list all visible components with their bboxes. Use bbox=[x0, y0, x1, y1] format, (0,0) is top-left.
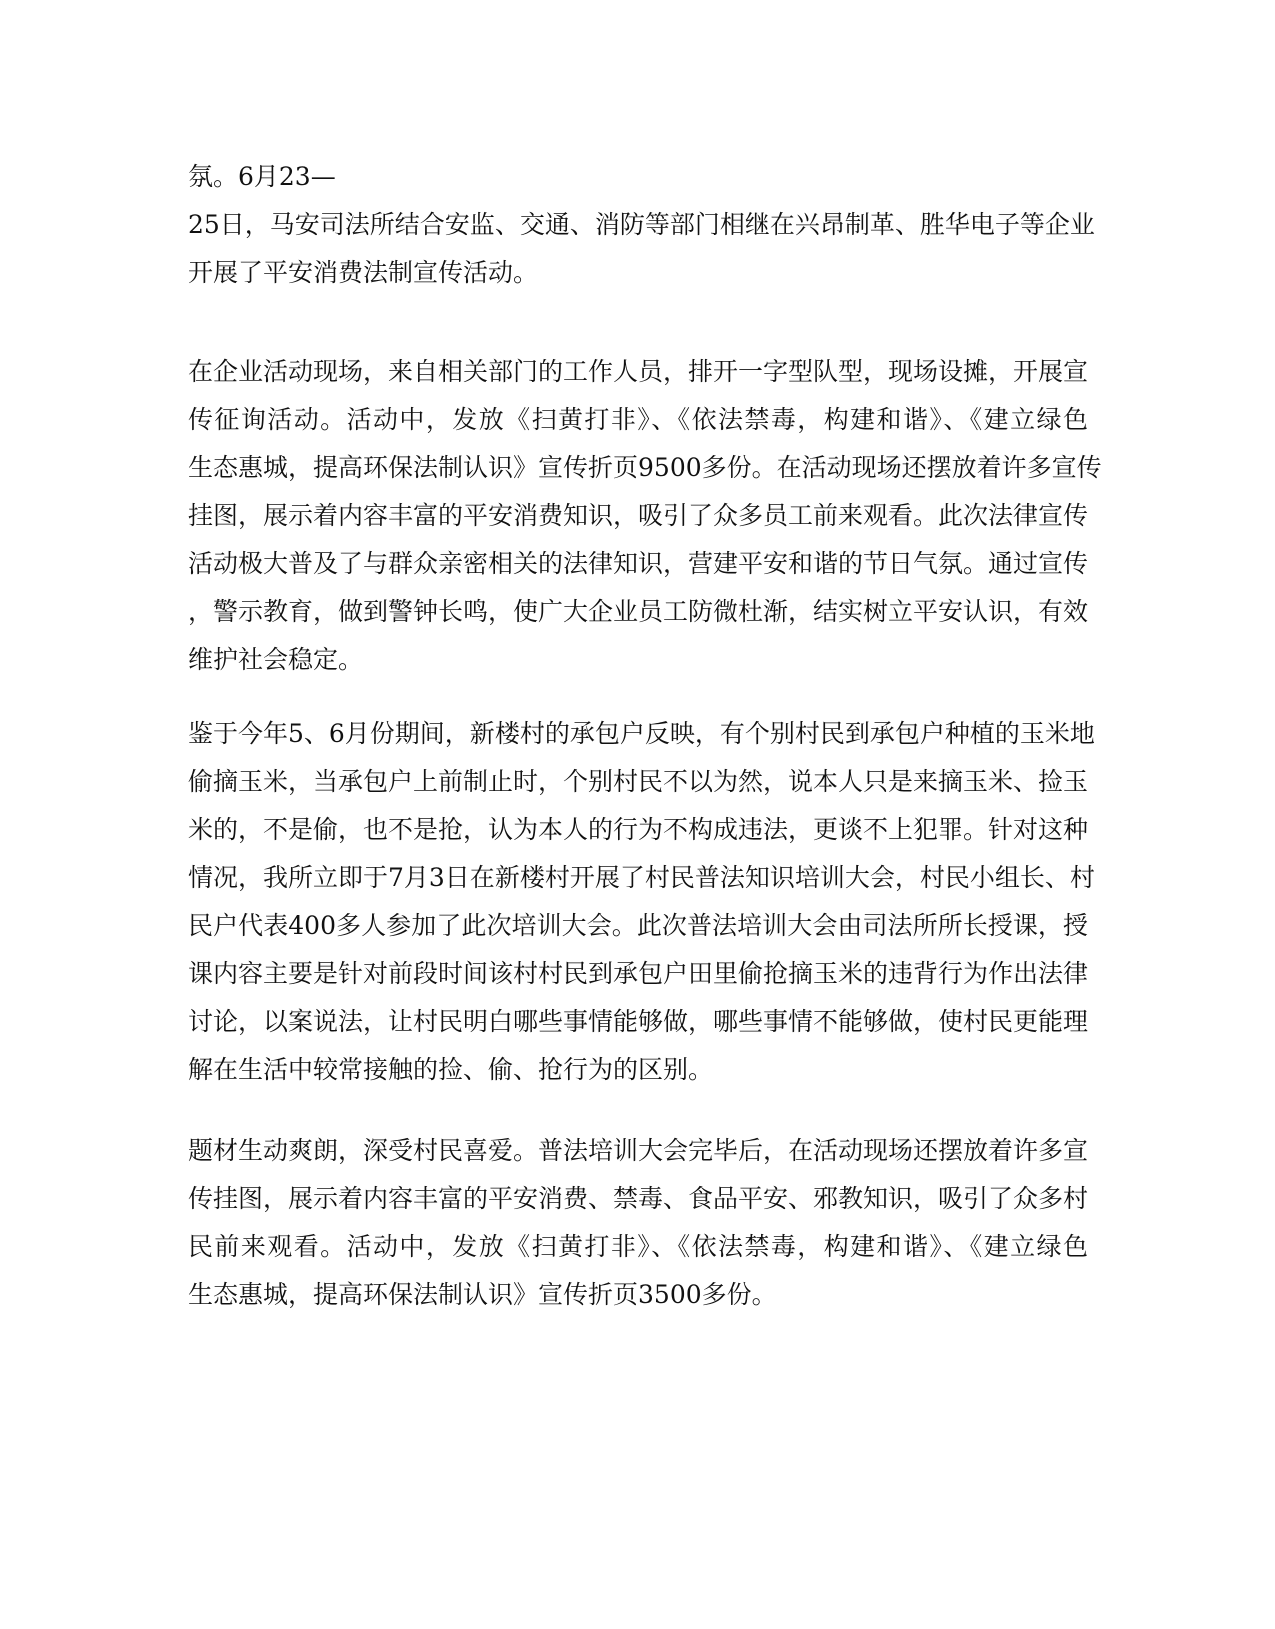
paragraph-line: 情况，我所立即于7月3日在新楼村开展了村民普法知识培训大会，村民小组长、村 bbox=[188, 863, 1095, 892]
paragraph-2 bbox=[188, 348, 1102, 684]
paragraph-line: 鉴于今年5、6月份期间，新楼村的承包户反映，有个别村民到承包户种植的玉米地 bbox=[188, 719, 1095, 748]
paragraph-4 bbox=[188, 1127, 1088, 1319]
paragraph-line: 课内容主要是针对前段时间该村村民到承包户田里偷抢摘玉米的违背行为作出法律 bbox=[188, 959, 1089, 988]
paragraph-line: 解在生活中较常接触的捡、偷、抢行为的区别。 bbox=[188, 1055, 714, 1084]
paragraph-line: 传征询活动。活动中，发放《扫黄打非》、《依法禁毒，构建和谐》、《建立绿色 bbox=[188, 405, 1088, 434]
paragraph-line: 活动极大普及了与群众亲密相关的法律知识，营建平安和谐的节日气氛。通过宣传 bbox=[188, 549, 1089, 578]
paragraph-line: 传挂图，展示着内容丰富的平安消费、禁毒、食品平安、邪教知识，吸引了众多村 bbox=[188, 1184, 1089, 1213]
paragraph-line: 生态惠城，提高环保法制认识》宣传折页9500多份。在活动现场还摆放着许多宣传 bbox=[188, 453, 1102, 482]
paragraph-line: 题材生动爽朗，深受村民喜爱。普法培训大会完毕后，在活动现场还摆放着许多宣 bbox=[188, 1136, 1089, 1165]
paragraph-1 bbox=[188, 153, 1095, 297]
paragraph-line: 氛。6月23— bbox=[188, 162, 336, 191]
paragraph-line: 开展了平安消费法制宣传活动。 bbox=[188, 258, 539, 287]
paragraph-3 bbox=[188, 710, 1095, 1094]
paragraph-line: 偷摘玉米，当承包户上前制止时，个别村民不以为然，说本人只是来摘玉米、捡玉 bbox=[188, 767, 1089, 796]
paragraph-line: ，警示教育，做到警钟长鸣，使广大企业员工防微杜渐，结实树立平安认识，有效 bbox=[188, 597, 1089, 626]
paragraph-line: 在企业活动现场，来自相关部门的工作人员，排开一字型队型，现场设摊，开展宣 bbox=[188, 357, 1089, 386]
paragraph-line: 民前来观看。活动中，发放《扫黄打非》、《依法禁毒，构建和谐》、《建立绿色 bbox=[188, 1232, 1088, 1261]
paragraph-line: 维护社会稳定。 bbox=[188, 645, 364, 674]
paragraph-line: 25日，马安司法所结合安监、交通、消防等部门相继在兴昂制革、胜华电子等企业 bbox=[188, 210, 1095, 239]
paragraph-line: 讨论，以案说法，让村民明白哪些事情能够做，哪些事情不能够做，使村民更能理 bbox=[188, 1007, 1089, 1036]
paragraph-line: 挂图，展示着内容丰富的平安消费知识，吸引了众多员工前来观看。此次法律宣传 bbox=[188, 501, 1089, 530]
paragraph-line: 民户代表400多人参加了此次培训大会。此次普法培训大会由司法所所长授课，授 bbox=[188, 911, 1088, 940]
paragraph-line: 生态惠城，提高环保法制认识》宣传折页3500多份。 bbox=[188, 1280, 777, 1309]
paragraph-line: 米的，不是偷，也不是抢，认为本人的行为不构成违法，更谈不上犯罪。针对这种 bbox=[188, 815, 1089, 844]
